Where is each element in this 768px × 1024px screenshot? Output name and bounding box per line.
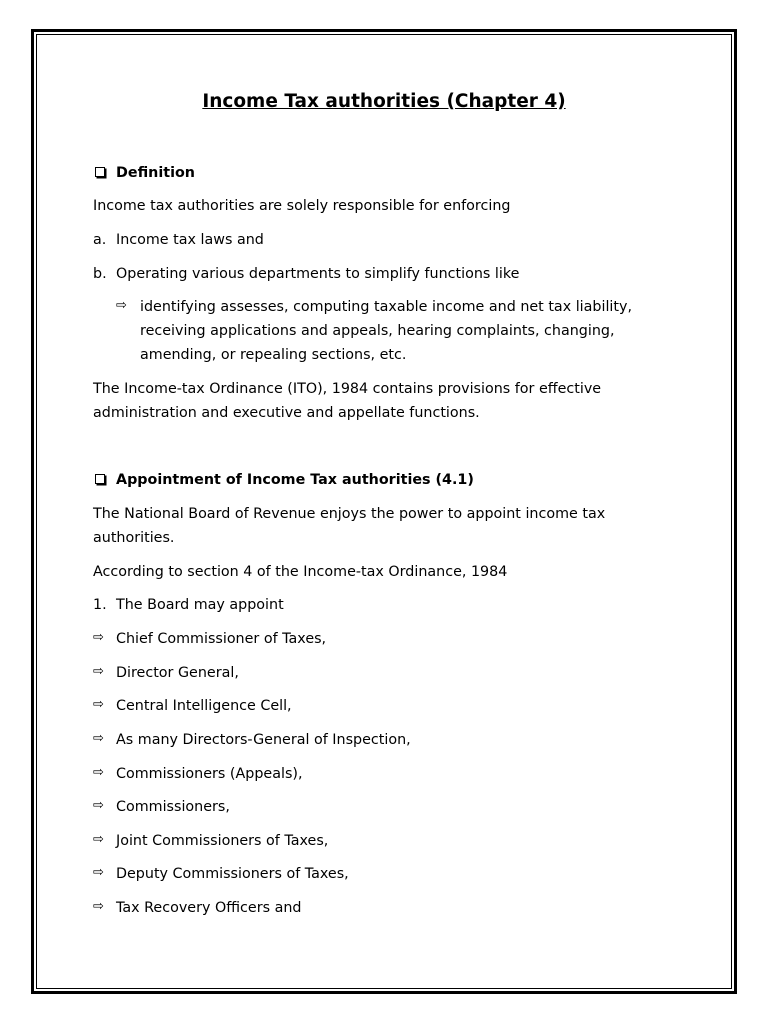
list-item: Director General, [116,665,239,681]
list-item: As many Directors-General of Inspection, [116,732,411,748]
list-item: Joint Commissioners of Taxes, [116,833,329,849]
list-marker: b. [93,266,107,282]
section-heading-appointment: Appointment of Income Tax authorities (4.1) [116,472,474,488]
checkbox-bullet-icon [95,474,105,484]
paragraph-line: The National Board of Revenue enjoys the power to appoint income tax [93,506,606,522]
list-item: Tax Recovery Officers and [116,900,302,916]
checkbox-bullet-icon [95,167,105,177]
right-arrow-bullet-icon: ⇨ [93,832,104,847]
right-arrow-bullet-icon: ⇨ [116,298,127,313]
list-item: Income tax laws and [116,232,264,248]
list-item: Commissioners (Appeals), [116,766,303,782]
sub-bullet-line: receiving applications and appeals, hearing complaints, changing, [140,323,615,339]
right-arrow-bullet-icon: ⇨ [93,899,104,914]
paragraph: Income tax authorities are solely responsible for enforcing [93,198,511,214]
paragraph-line: authorities. [93,530,175,546]
right-arrow-bullet-icon: ⇨ [93,865,104,880]
list-marker: a. [93,232,107,248]
paragraph: According to section 4 of the Income-tax Ordinance, 1984 [93,564,508,580]
list-item: Deputy Commissioners of Taxes, [116,866,349,882]
document-title: Income Tax authorities (Chapter 4) [202,91,566,112]
right-arrow-bullet-icon: ⇨ [93,731,104,746]
list-item: The Board may appoint [116,597,284,613]
paragraph-line: administration and executive and appellate functions. [93,405,480,421]
sub-bullet-line: amending, or repealing sections, etc. [140,347,407,363]
right-arrow-bullet-icon: ⇨ [93,664,104,679]
list-item: Central Intelligence Cell, [116,698,292,714]
right-arrow-bullet-icon: ⇨ [93,765,104,780]
section-heading-definition: Definition [116,165,195,181]
right-arrow-bullet-icon: ⇨ [93,630,104,645]
sub-bullet-line: identifying assesses, computing taxable income and net tax liability, [140,299,633,315]
list-item: Commissioners, [116,799,230,815]
right-arrow-bullet-icon: ⇨ [93,798,104,813]
right-arrow-bullet-icon: ⇨ [93,697,104,712]
list-item: Chief Commissioner of Taxes, [116,631,327,647]
list-marker: 1. [93,597,107,613]
paragraph-line: The Income-tax Ordinance (ITO), 1984 contains provisions for effective [93,381,602,397]
list-item: Operating various departments to simplify functions like [116,266,520,282]
